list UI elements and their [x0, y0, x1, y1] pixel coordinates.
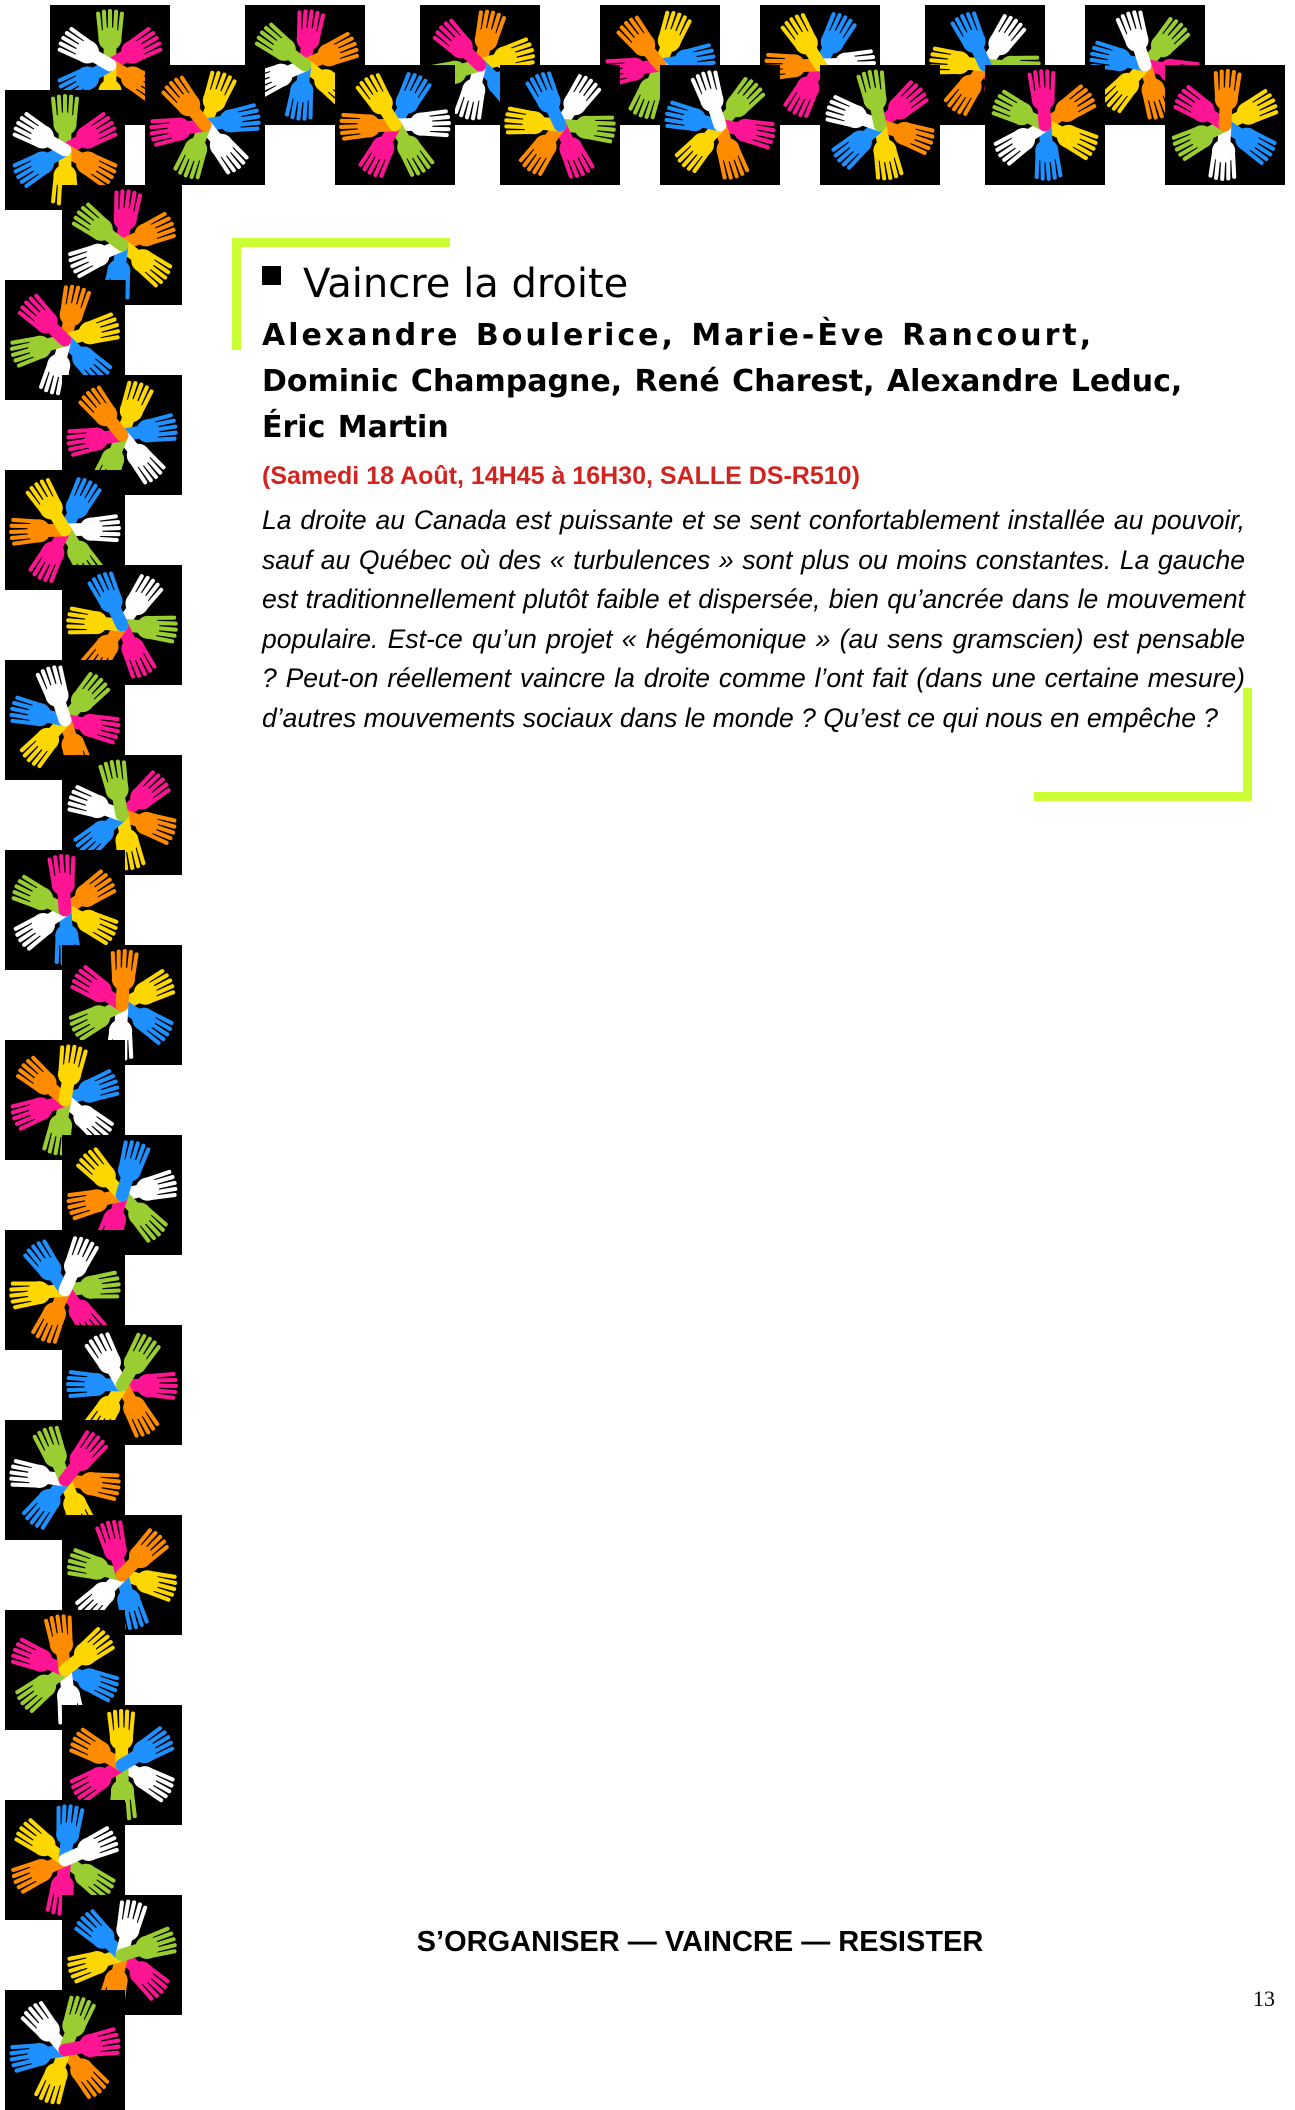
accent-bar-top [232, 238, 450, 247]
footer-motto: S’ORGANISER — VAINCRE — RESISTER [400, 1926, 1000, 1959]
hands-tile-icon [660, 65, 780, 185]
hands-tile-icon [5, 1990, 125, 2110]
session-schedule: (Samedi 18 Août, 14H45 à 16H30, SALLE DS-R510) [262, 457, 1245, 495]
session-block [262, 255, 1245, 738]
hands-tile-icon [335, 65, 455, 185]
speakers-line-1: Alexandre Boulerice, Marie-Ève Rancourt, [262, 313, 1245, 359]
hands-tile-icon [500, 65, 620, 185]
hands-tile-icon [820, 65, 940, 185]
speakers-line-2: Dominic Champagne, René Charest, Alexandre Leduc, [262, 359, 1245, 405]
square-bullet-icon [262, 266, 281, 285]
hands-tile-icon [145, 65, 265, 185]
hands-tile-icon [985, 65, 1105, 185]
session-title-row [262, 255, 1245, 313]
session-description: La droite au Canada est puissante et se sent confortablement installée au pouvoir, sauf au Québec où des « turbulences » sont plus ou moins constantes. La gauche est traditionnellement plutôt faible et dispersée, bien qu’ancrée dans le mouvement populaire. Est-ce qu’un projet « hégémonique » (au sens gramscien) est pensable ? Peut-on réellement vaincre la droite comme l’ont fait (dans une certaine mesure) d’autres mouvements sociaux dans le monde ? Qu’est ce qui nous en empêche ? [262, 501, 1245, 738]
accent-bar-bottom [1034, 792, 1252, 801]
speakers-line-3: Éric Martin [262, 405, 1245, 451]
page-number: 13 [1253, 1986, 1275, 2012]
accent-bar-left [232, 238, 241, 350]
hands-tile-icon [1165, 65, 1285, 185]
session-title: Vaincre la droite [303, 255, 628, 313]
